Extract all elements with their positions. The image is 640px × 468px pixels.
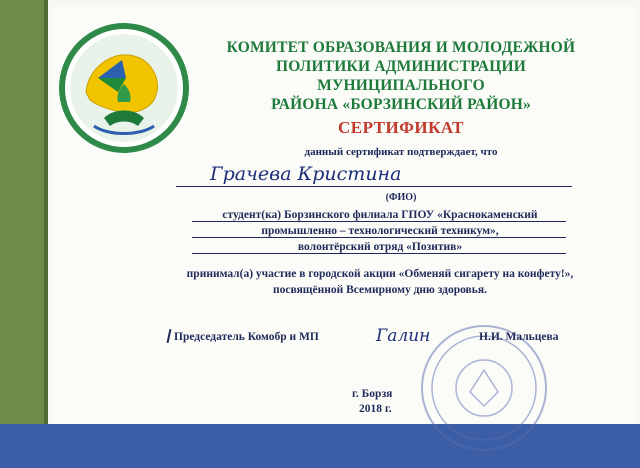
student-line: волонтёрский отряд «Позитив»	[297, 241, 463, 253]
committee-line: РАЙОНА «БОРЗИНСКИЙ РАЙОН»	[271, 96, 531, 113]
committee-heading	[196, 38, 606, 114]
signer-name: Н.И. Мальцева	[479, 331, 559, 343]
participation-line: принимал(а) участие в городской акции «Обменяй сигарету на конфету!»,	[186, 268, 574, 280]
committee-line: КОМИТЕТ ОБРАЗОВАНИЯ И МОЛОДЕЖНОЙ	[226, 39, 576, 56]
year-label: 2018 г.	[359, 403, 392, 415]
student-underline-1	[192, 221, 566, 222]
fio-label: (ФИО)	[385, 192, 417, 203]
city-label: г. Борзя	[352, 388, 393, 400]
certificate-title: СЕРТИФИКАТ	[337, 118, 465, 137]
student-underline-3	[192, 253, 566, 254]
student-underline-2	[192, 237, 566, 238]
recipient-name-handwritten: Грачева Кристина	[210, 163, 402, 185]
chair-label: Председатель Комобр и МП	[174, 331, 319, 343]
participation-text	[140, 266, 620, 298]
handwritten-signature: Галин	[376, 326, 431, 346]
student-line: студент(ка) Борзинского филиала ГПОУ «Краснокаменский	[222, 209, 538, 221]
committee-line: ПОЛИТИКИ АДМИНИСТРАЦИИ МУНИЦИПАЛЬНОГО	[276, 58, 526, 94]
name-underline	[176, 186, 572, 187]
student-line: промышленно – технологический техникум»,	[261, 225, 499, 237]
participation-line: посвящённой Всемирному дню здоровья.	[273, 284, 487, 296]
certificate-subtitle: данный сертификат подтверждает, что	[304, 146, 498, 158]
left-green-band	[0, 0, 48, 468]
district-emblem-logo	[58, 22, 190, 154]
student-info	[170, 207, 590, 255]
